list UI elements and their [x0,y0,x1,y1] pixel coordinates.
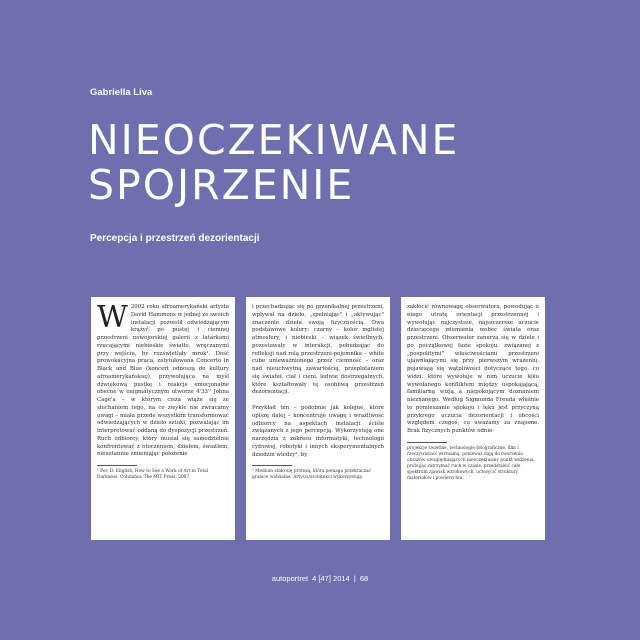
column-1-text: 2002 roku afroamerykański artysta David Hammons w jednej ze swoich instalacji pozwolił odwiedzającym krążyć po pustej i ciemnej przestrzeni nowojorskiej galerii z latarkami rzucającymi niebieskie światło, wręczanymi przy wejściu, by rozświetlały mrok¹. Dość prowokacyjna praca, zatytułowana Concerto in Black and Blue (koncert odnoszą do kultury afroamerykańskiej), przywołująca na myśl dźwiękową pustkę i reakcje emocjonalne obecne w enigmatycznym utworze 4'33'' Johna Cage'a – w którym cisza wiąże się ze słuchaniem tego, na co zwykle nie zwracamy uwagi – miała przede wszystkim transformować odwiedzających w dzieło sztuki, pozwalając im interpretować oddaną do dyspozycji przestrzeń. Ruch odbiorcy, który musiał się samodzielnie konfrontować z otoczeniem, dziełem, światłem, nieustannie zmieniając położenie [97,304,229,458]
footnote-2: ² Medium stało się protezą, która pomaga przekraczać granice widzialne. Artyści/architekci wykorzystują [252,469,371,481]
drop-cap: W [97,300,128,335]
magazine-name: autoportret [271,574,309,583]
title-line-1: NIEOCZEKIWANE [88,116,460,164]
footnote-1: ¹ Por. D. English, How to See a Work of Art in Total Darkness, Columbia: The MIT Press, 2007. [97,469,209,480]
page-footer [0,574,640,583]
article-subtitle: Percepcja i przestrzeń dezorientacji [90,233,260,244]
footnote-2-continued: projekcje świetlne, technologie fotograficzne, film i rzeczywistość wirtualną, ponieważ dają do tworzenia obrazów uwzględniających nieoczekiwany punkt widzenia, próbując zatrzymać ruch w czasie, przedstawić całe spektrum zjawisk wzrokowych, uchwycić struktury materiałów i powierzchni. [407,445,535,481]
article-title [88,118,558,208]
footnote-rule [252,465,292,466]
page-number: 68 [359,574,369,583]
column-3-text: zakłócić równowagę obserwatora, powodując u niego utratę orientacji przestrzennej i wywołując najczystsze, najszczersze uczucie dziecięcego zdumienia wobec świata oraz przestrzeni. Obserwator zanurza się w dziele i po początkowej fazie spokoju, związanej z „pospolitymi" właściwościami przestrzeni ujawniającymi się przy pierwszym wrażeniu, pojawiają się wątpliwości dotyczące tego, co widzi, które wywołuje w nim uczucie lęku wywołanego konfliktem między uspokajającą, familiarną wizją a niepokojącym doznaniem nieznanego. Według Sigmunda Freuda właśnie to pomieszanie spokoju i lęku jest przyczyną przykrego uczucia dezorientacji i obcości względem czegoś, co uważamy za znajome. Brak fizycznych punktów odnie- [407,304,539,434]
text-column-3 [401,297,545,540]
text-column-1 [91,297,235,540]
title-line-2: SPOJRZENIE [88,161,355,209]
footer-separator: | [353,574,356,583]
footnote-rule [407,442,447,443]
author-name: Gabriella Liva [90,87,153,98]
footnote-rule [97,465,137,466]
column-2-text-paragraph-2: Przykład ten – podobnie jak kolejne, które opiszę dalej – koncentruje uwagę i wrażliwość odbiorcy na aspektach instalacji ściśle związanych z jego percepcją. Wykorzystują one narzędzia z zakresu informatyki, technologii cyfrowej, robotyki i innych eksperymentalnych dziedzin wiedzy², by [252,405,384,458]
column-2-text: i przechadzając się po przenikalnej przestrzeni, wpływał na dzieło, „spełniając" i „aktywując" znaczenie dzieła swoją fizycznością. Dwa podstawowe kolory: czarny – kolor mglistej atmosfery, i niebieski – wiązek świetlnych, pozostawały w interakcji, pobudzając do refleksji nad rolą przestrzeni-pojemnika – white cube unieważnionego przez ciemność – oraz nad nieuchwytną zawartością, przeplataniem się świateł, ciał i cieni, ledwie dostrzegalnych, które kształtowały tę osobliwą przestrzeń dezorientacji. [252,304,384,396]
text-column-2 [246,297,390,540]
issue-number: 4 [47] 2014 [312,574,350,583]
column-1-body [97,300,229,459]
